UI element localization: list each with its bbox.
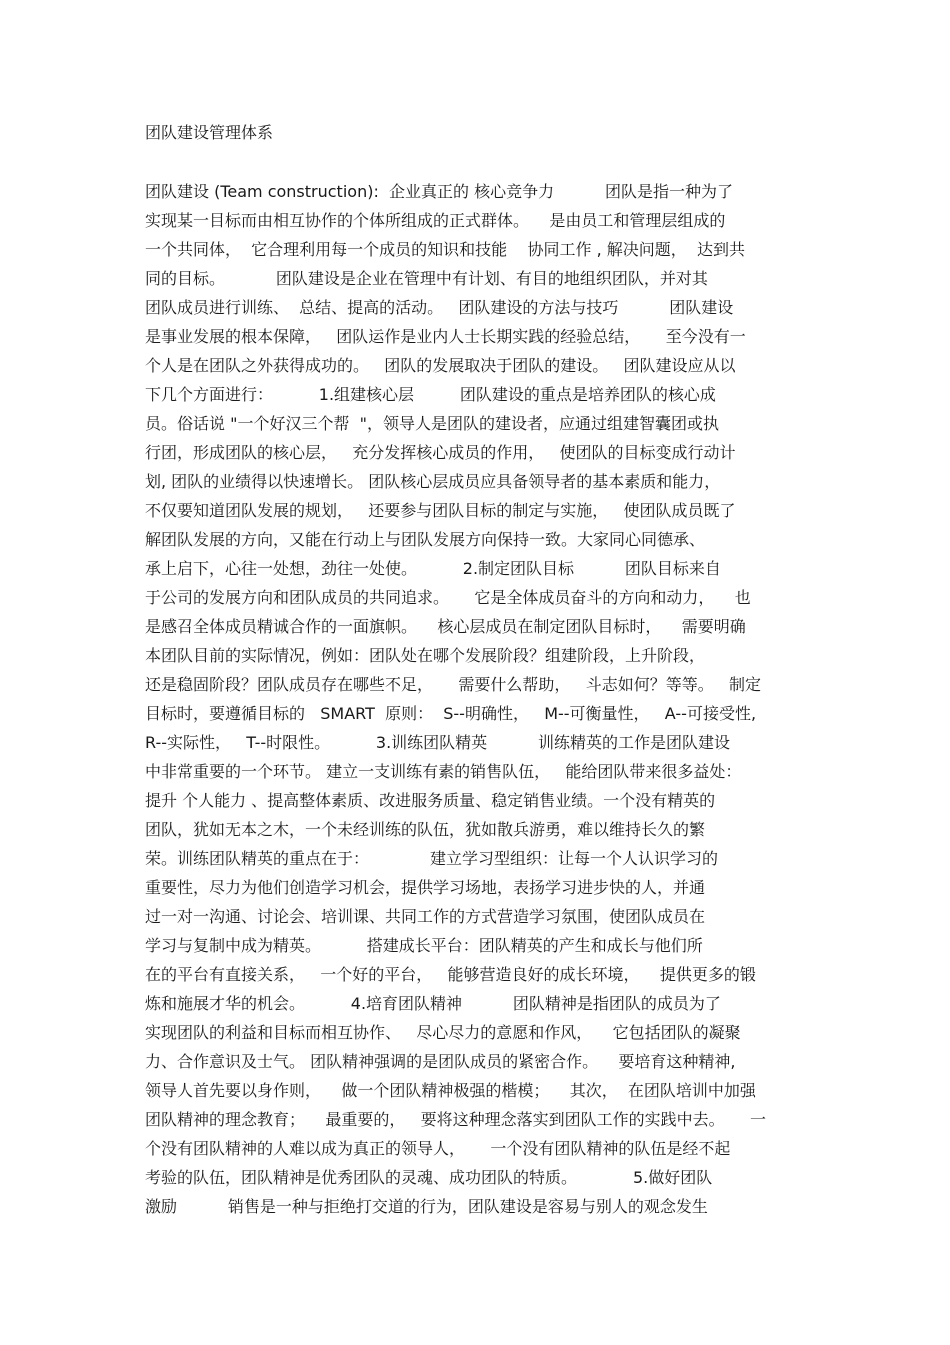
body-line: 团队，犹如无本之木，一个未经训练的队伍，犹如散兵游勇，难以维持长久的繁: [145, 820, 706, 839]
document-title: 团队建设管理体系: [145, 123, 274, 142]
body-line: 重要性，尽力为他们创造学习机会，提供学习场地，表扬学习进步快的人，并通: [145, 878, 706, 897]
body-line: 是感召全体成员精诚合作的一面旗帜。 核心层成员在制定团队目标时， 需要明确: [145, 617, 746, 636]
body-line: 下几个方面进行： 1.组建核心层 团队建设的重点是培养团队的核心成: [145, 385, 716, 404]
body-line: 提升 个人能力 、提高整体素质、改进服务质量、稳定销售业绩。一个没有精英的: [145, 791, 716, 810]
body-line: 中非常重要的一个环节。 建立一支训练有素的销售队伍， 能给团队带来很多益处：: [145, 762, 742, 781]
body-line: 荣。训练团队精英的重点在于： 建立学习型组织：让每一个人认识学习的: [145, 849, 719, 868]
body-line: 个人是在团队之外获得成功的。 团队的发展取决于团队的建设。 团队建设应从以: [145, 356, 736, 375]
body-line: 同的目标。 团队建设是企业在管理中有计划、有目的地组织团队，并对其: [145, 269, 708, 288]
body-line: 承上启下，心往一处想，劲往一处使。 2.制定团队目标 团队目标来自: [145, 559, 721, 578]
body-line: R--实际性， T--时限性。 3.训练团队精英 训练精英的工作是团队建设: [145, 733, 731, 752]
body-line: 解团队发展的方向，又能在行动上与团队发展方向保持一致。大家同心同德承、: [145, 530, 706, 549]
body-line: 目标时，要遵循目标的 SMART 原则： S--明确性， M--可衡量性， A--可接受性,: [145, 704, 757, 723]
body-line: 划, 团队的业绩得以快速增长。 团队核心层成员应具备领导者的基本素质和能力，: [145, 472, 721, 491]
body-line: 力、合作意识及士气。 团队精神强调的是团队成员的紧密合作。 要培育这种精神,: [145, 1052, 736, 1071]
body-line: 考验的队伍，团队精神是优秀团队的灵魂、成功团队的特质。 5.做好团队: [145, 1168, 713, 1187]
body-line: 团队建设 (Team construction): 企业真正的 核心竞争力 团队是指一种为了: [145, 182, 733, 201]
document-body: [145, 177, 815, 1221]
body-line: 于公司的发展方向和团队成员的共同追求。 它是全体成员奋斗的方向和动力， 也: [145, 588, 751, 607]
body-line: 行团，形成团队的核心层， 充分发挥核心成员的作用， 使团队的目标变成行动计: [145, 443, 736, 462]
body-line: 员。俗话说 "一个好汉三个帮 "，领导人是团队的建设者，应通过组建智囊团或执: [145, 414, 719, 433]
body-line: 本团队目前的实际情况，例如：团队处在哪个发展阶段？组建阶段，上升阶段，: [145, 646, 706, 665]
body-line: 实现某一目标而由相互协作的个体所组成的正式群体。 是由员工和管理层组成的: [145, 211, 726, 230]
body-line: 一个共同体， 它合理利用每一个成员的知识和技能 协同工作 , 解决问题， 达到共: [145, 240, 745, 259]
body-line: 实现团队的利益和目标而相互协作、 尽心尽力的意愿和作风， 它包括团队的凝聚: [145, 1023, 741, 1042]
body-line: 团队成员进行训练、 总结、提高的活动。 团队建设的方法与技巧 团队建设: [145, 298, 734, 317]
body-line: 个没有团队精神的人难以成为真正的领导人， 一个没有团队精神的队伍是经不起: [145, 1139, 731, 1158]
body-line: 是事业发展的根本保障， 团队运作是业内人士长期实践的经验总结， 至今没有一: [145, 327, 746, 346]
body-line: 炼和施展才华的机会。 4.培育团队精神 团队精神是指团队的成员为了: [145, 994, 721, 1013]
body-line: 过一对一沟通、讨论会、培训课、共同工作的方式营造学习氛围，使团队成员在: [145, 907, 706, 926]
body-line: 学习与复制中成为精英。 搭建成长平台：团队精英的产生和成长与他们所: [145, 936, 703, 955]
body-line: 还是稳固阶段？团队成员存在哪些不足， 需要什么帮助， 斗志如何？等等。 制定: [145, 675, 761, 694]
body-line: 在的平台有直接关系， 一个好的平台， 能够营造良好的成长环境， 提供更多的锻: [145, 965, 756, 984]
body-line: 激励 销售是一种与拒绝打交道的行为，团队建设是容易与别人的观念发生: [145, 1197, 708, 1216]
body-line: 不仅要知道团队发展的规划， 还要参与团队目标的制定与实施， 使团队成员既了: [145, 501, 736, 520]
body-line: 领导人首先要以身作则， 做一个团队精神极强的楷模； 其次， 在团队培训中加强: [145, 1081, 756, 1100]
body-line: 团队精神的理念教育； 最重要的， 要将这种理念落实到团队工作的实践中去。 一: [145, 1110, 767, 1129]
